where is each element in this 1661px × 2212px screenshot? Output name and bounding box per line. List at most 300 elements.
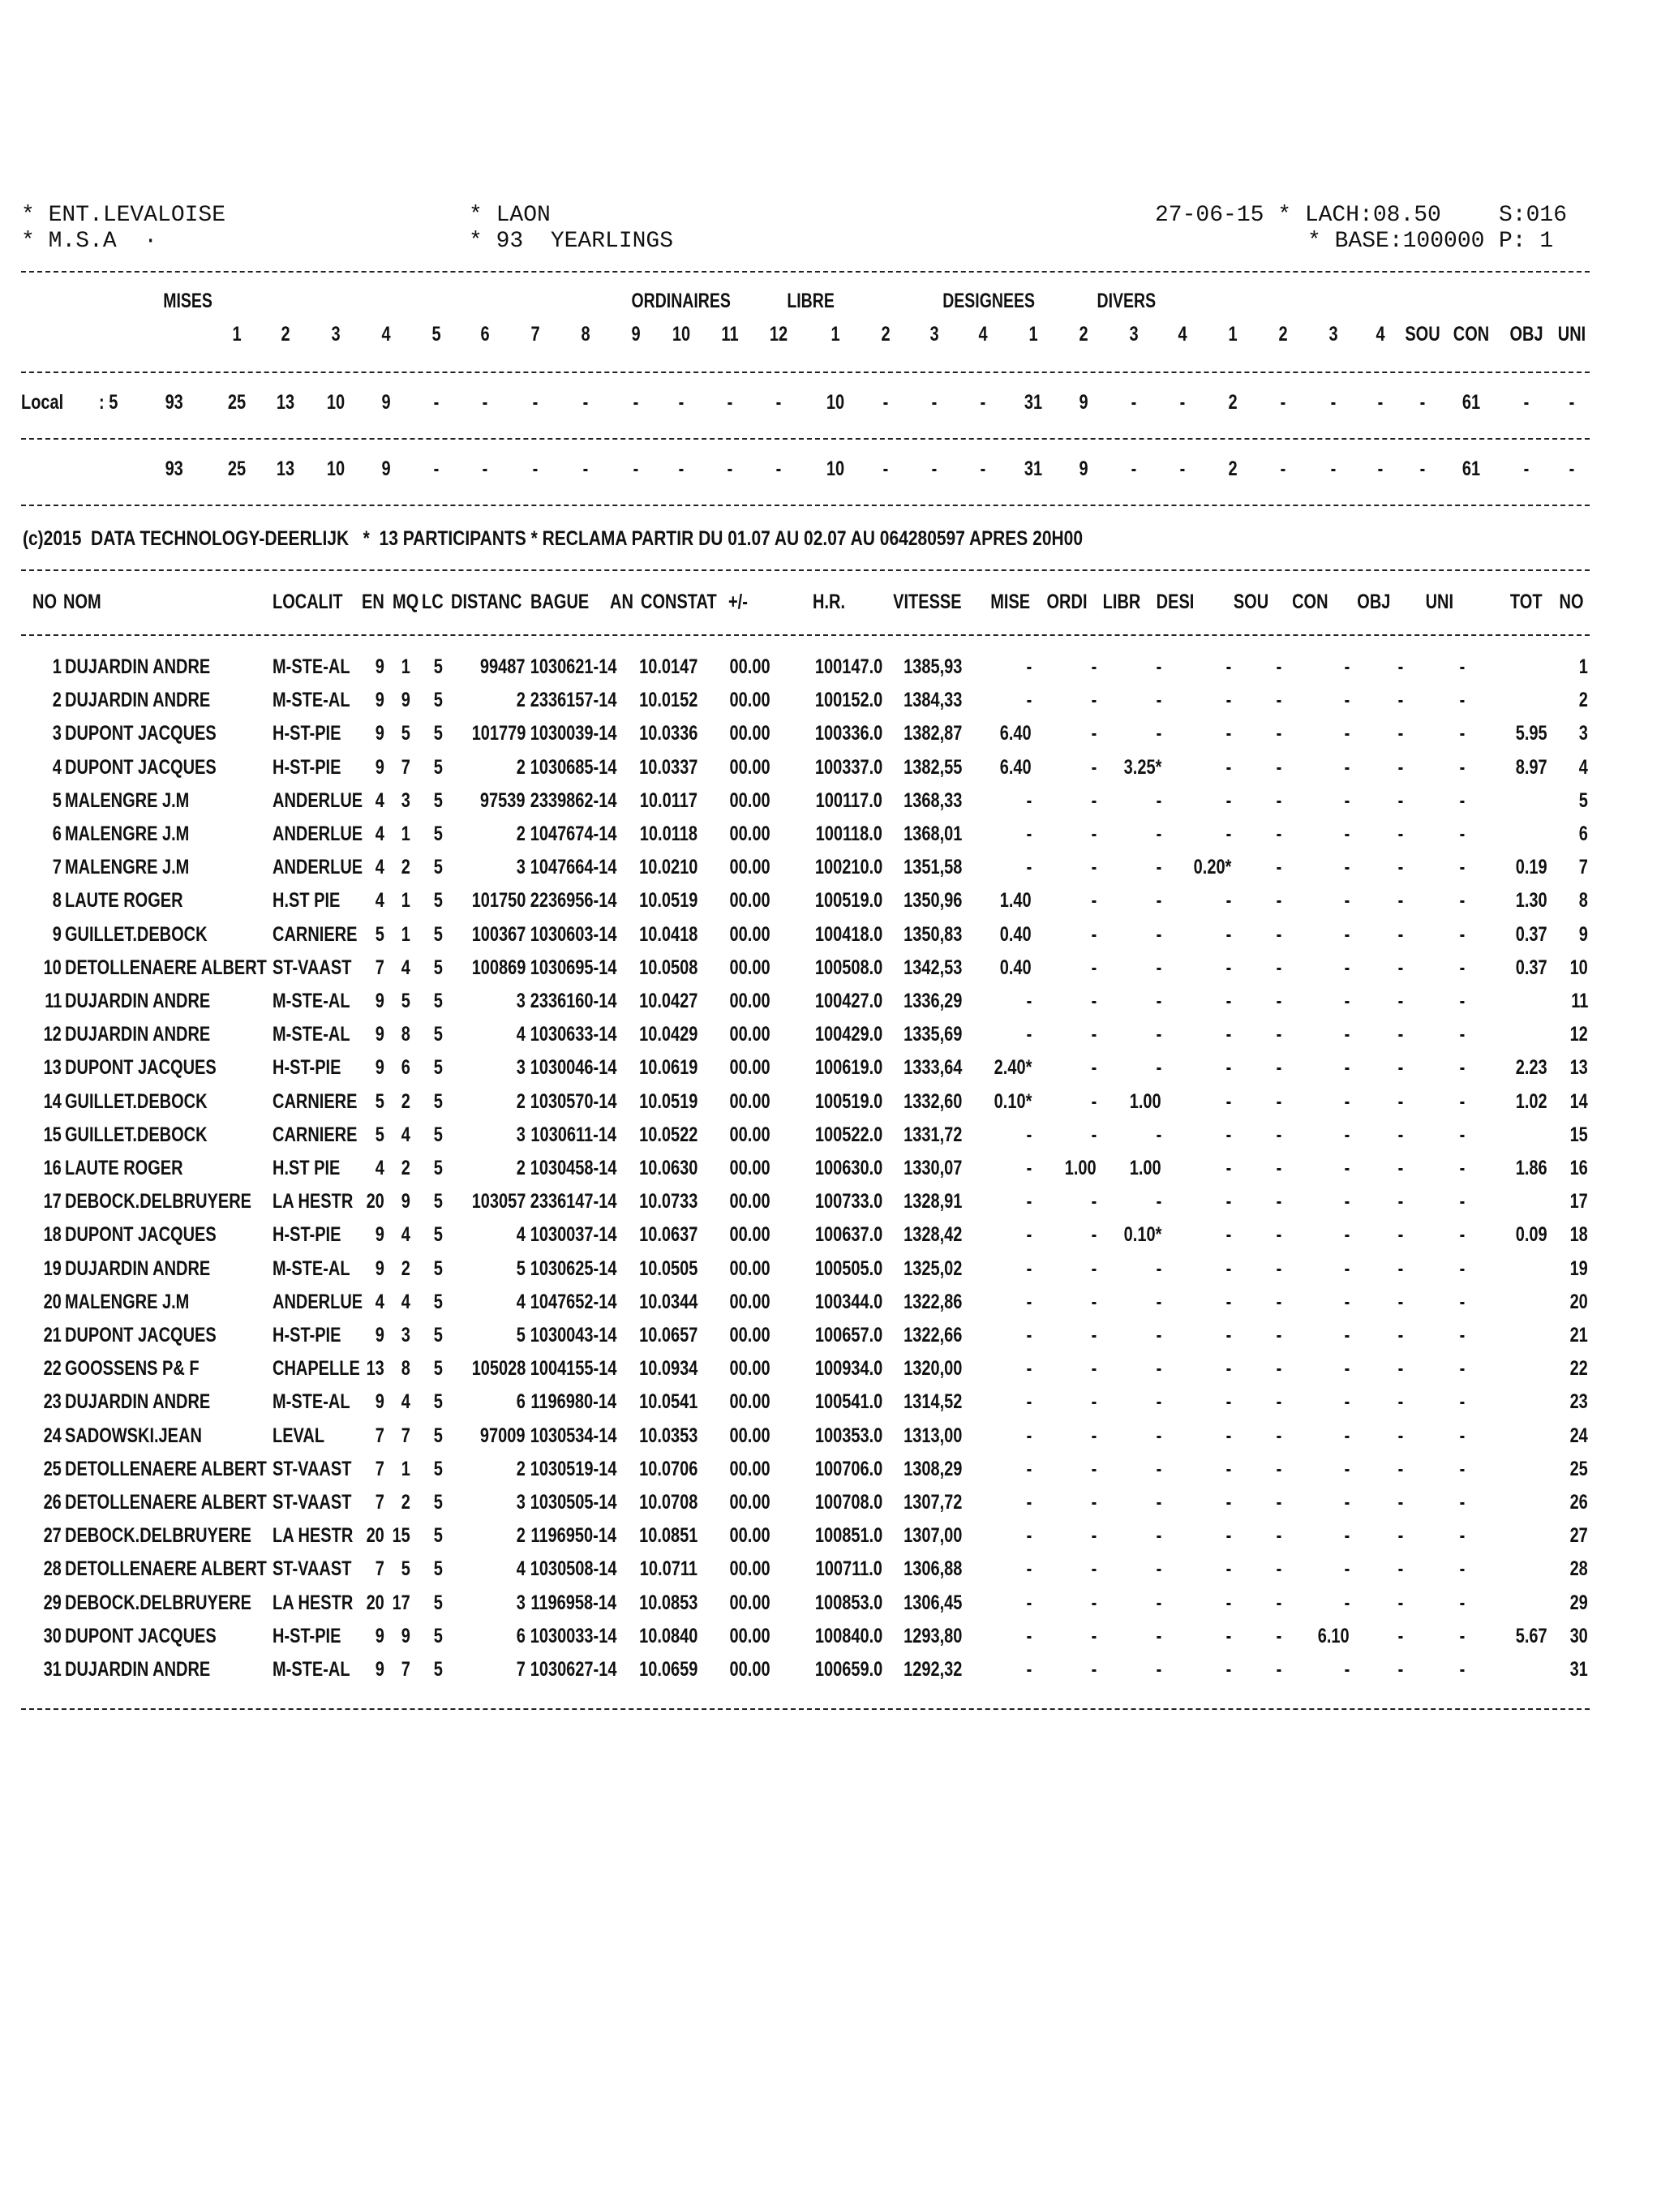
row-ordi: - bbox=[1091, 922, 1097, 946]
row-plus-minus: 00.00 bbox=[729, 1357, 770, 1381]
row-mise: - bbox=[1026, 1491, 1032, 1514]
row-plus-minus: 00.00 bbox=[729, 956, 770, 979]
row-constat: 10.0519 bbox=[638, 889, 697, 913]
group-label-divers: DIVERS bbox=[1097, 290, 1157, 312]
summary-local-value: 2 bbox=[1228, 391, 1238, 414]
row-name: LAUTE ROGER bbox=[65, 1157, 183, 1179]
column-header-en: EN bbox=[362, 591, 384, 613]
table-row bbox=[0, 1491, 1661, 1524]
table-row bbox=[0, 1257, 1661, 1291]
row-en: 7 bbox=[375, 1491, 384, 1514]
row-speed: 1306,88 bbox=[903, 1557, 962, 1581]
row-con: - bbox=[1344, 1157, 1350, 1179]
row-no-right: 17 bbox=[1569, 1190, 1588, 1213]
row-en: 7 bbox=[375, 1424, 384, 1447]
row-locality: ST-VAAST bbox=[273, 956, 352, 979]
row-locality: M-STE-AL bbox=[273, 990, 350, 1012]
row-mq: 5 bbox=[401, 722, 410, 745]
row-mise: 6.40 bbox=[1000, 722, 1032, 745]
row-obj: - bbox=[1397, 1624, 1403, 1647]
row-distance: 97009 bbox=[480, 1424, 526, 1447]
row-hr: 100711.0 bbox=[815, 1557, 882, 1581]
row-uni: - bbox=[1459, 689, 1465, 712]
row-constat: 10.0117 bbox=[639, 788, 697, 812]
row-no: 31 bbox=[43, 1658, 62, 1681]
row-no: 12 bbox=[43, 1023, 62, 1046]
row-name: DEBOCK.DELBRUYERE bbox=[65, 1190, 252, 1213]
row-band: 1047674-14 bbox=[530, 823, 616, 845]
row-no-right: 15 bbox=[1569, 1123, 1588, 1146]
row-no: 11 bbox=[44, 990, 62, 1012]
row-constat: 10.0706 bbox=[638, 1457, 697, 1480]
row-uni: - bbox=[1459, 856, 1465, 879]
row-no-right: 26 bbox=[1569, 1491, 1588, 1514]
row-mq: 4 bbox=[401, 1390, 410, 1414]
row-hr: 100619.0 bbox=[814, 1056, 882, 1080]
row-no-right: 12 bbox=[1569, 1023, 1588, 1046]
table-row bbox=[0, 823, 1661, 856]
row-no-right: 6 bbox=[1578, 823, 1588, 845]
row-speed: 1382,55 bbox=[903, 755, 962, 779]
row-en: 9 bbox=[375, 990, 384, 1012]
row-lc: 5 bbox=[433, 856, 443, 879]
row-ordi: - bbox=[1091, 1624, 1097, 1647]
row-plus-minus: 00.00 bbox=[729, 1424, 770, 1447]
row-desi: - bbox=[1225, 1457, 1231, 1480]
summary-total-value: - bbox=[1419, 457, 1426, 480]
summary-total-value: - bbox=[633, 457, 639, 480]
row-libr: - bbox=[1156, 1056, 1161, 1080]
row-name: GUILLET.DEBOCK bbox=[65, 1089, 208, 1113]
divider bbox=[21, 634, 1590, 636]
row-uni: - bbox=[1459, 1157, 1465, 1179]
row-speed: 1322,86 bbox=[903, 1290, 962, 1313]
row-obj: - bbox=[1397, 956, 1403, 979]
row-no-right: 30 bbox=[1569, 1624, 1588, 1647]
table-row bbox=[0, 722, 1661, 755]
table-row bbox=[0, 1458, 1661, 1491]
row-ordi: - bbox=[1091, 689, 1097, 712]
summary-total-value: - bbox=[727, 457, 733, 480]
row-name: MALENGRE J.M bbox=[65, 856, 190, 879]
row-obj: - bbox=[1397, 1023, 1403, 1046]
row-distance: 100367 bbox=[471, 922, 526, 946]
row-en: 9 bbox=[375, 1624, 384, 1647]
row-sou: - bbox=[1276, 1223, 1281, 1247]
row-libr: - bbox=[1156, 1424, 1161, 1447]
row-lc: 5 bbox=[433, 722, 443, 745]
row-distance: 4 bbox=[516, 1223, 526, 1247]
row-no: 22 bbox=[43, 1357, 62, 1381]
row-con: - bbox=[1344, 1056, 1350, 1080]
row-constat: 10.0840 bbox=[638, 1624, 697, 1647]
row-con: - bbox=[1344, 1390, 1350, 1414]
row-en: 9 bbox=[375, 1056, 384, 1080]
row-sou: - bbox=[1276, 1390, 1281, 1414]
column-header-distanc: DISTANC bbox=[451, 591, 522, 613]
summary-total-value: 10 bbox=[326, 457, 346, 480]
row-mq: 2 bbox=[401, 1157, 410, 1179]
row-constat: 10.0427 bbox=[638, 990, 697, 1012]
row-band: 1030627-14 bbox=[530, 1658, 616, 1681]
row-hr: 100706.0 bbox=[814, 1457, 882, 1480]
row-ordi: - bbox=[1091, 990, 1097, 1012]
row-no: 13 bbox=[43, 1056, 62, 1080]
row-band: 2336157-14 bbox=[530, 689, 616, 712]
row-mise: 2.40* bbox=[994, 1056, 1032, 1080]
row-mise: 0.40 bbox=[1000, 956, 1032, 979]
row-uni: - bbox=[1459, 655, 1465, 678]
row-uni: - bbox=[1459, 1491, 1465, 1514]
row-uni: - bbox=[1459, 1658, 1465, 1681]
row-en: 9 bbox=[375, 1658, 384, 1681]
row-desi: - bbox=[1225, 1023, 1231, 1046]
summary-local-count: : 5 bbox=[99, 391, 118, 414]
row-no-right: 20 bbox=[1569, 1290, 1588, 1313]
table-row bbox=[0, 756, 1661, 789]
row-name: GOOSSENS P& F bbox=[65, 1357, 200, 1381]
row-band: 1030508-14 bbox=[530, 1557, 616, 1581]
row-libr: - bbox=[1156, 722, 1161, 745]
column-header-mq: MQ bbox=[393, 591, 419, 613]
row-ordi: - bbox=[1091, 722, 1097, 745]
summary-local-value: 13 bbox=[276, 391, 295, 414]
row-uni: - bbox=[1459, 1056, 1465, 1080]
divider bbox=[21, 438, 1590, 440]
row-sou: - bbox=[1276, 655, 1281, 678]
row-speed: 1306,45 bbox=[903, 1591, 962, 1614]
row-locality: M-STE-AL bbox=[273, 1658, 350, 1681]
summary-local-value: - bbox=[980, 391, 986, 414]
row-mq: 2 bbox=[401, 1256, 410, 1280]
row-sou: - bbox=[1276, 856, 1281, 879]
column-header-bague: BAGUE bbox=[530, 591, 590, 613]
summary-total-value: - bbox=[1523, 457, 1530, 480]
row-plus-minus: 00.00 bbox=[729, 722, 770, 745]
row-band: 1030046-14 bbox=[530, 1056, 616, 1080]
row-en: 4 bbox=[375, 788, 384, 812]
row-distance: 6 bbox=[516, 1390, 526, 1414]
row-obj: - bbox=[1397, 1357, 1403, 1381]
row-constat: 10.0210 bbox=[638, 856, 697, 879]
table-row bbox=[0, 856, 1661, 889]
row-lc: 5 bbox=[433, 788, 443, 812]
summary-local-value: - bbox=[775, 391, 782, 414]
row-sou: - bbox=[1276, 1424, 1281, 1447]
table-row bbox=[0, 1557, 1661, 1591]
row-ordi: - bbox=[1091, 1023, 1097, 1046]
row-sou: - bbox=[1276, 990, 1281, 1012]
column-header-libr: LIBR bbox=[1102, 591, 1140, 613]
row-ordi: - bbox=[1091, 1424, 1097, 1447]
row-mq: 7 bbox=[401, 1658, 410, 1681]
row-en: 20 bbox=[366, 1190, 384, 1213]
row-libr: - bbox=[1156, 689, 1161, 712]
row-name: DETOLLENAERE ALBERT bbox=[65, 1491, 267, 1514]
row-mq: 2 bbox=[401, 1089, 410, 1113]
row-name: MALENGRE J.M bbox=[65, 823, 190, 845]
row-plus-minus: 00.00 bbox=[729, 1524, 770, 1548]
row-no-right: 1 bbox=[1578, 655, 1588, 678]
mises-col-21: 1 bbox=[1228, 323, 1238, 346]
row-libr: - bbox=[1156, 1390, 1161, 1414]
row-hr: 100152.0 bbox=[814, 689, 882, 712]
row-mise: - bbox=[1026, 1658, 1032, 1681]
mises-col-13: 1 bbox=[830, 323, 840, 346]
row-locality: ANDERLUE bbox=[273, 856, 363, 879]
row-lc: 5 bbox=[433, 990, 443, 1012]
mises-col-11: 11 bbox=[721, 323, 739, 346]
row-distance: 105028 bbox=[471, 1357, 526, 1381]
row-desi: - bbox=[1225, 922, 1231, 946]
row-obj: - bbox=[1397, 689, 1403, 712]
row-lc: 5 bbox=[433, 655, 443, 678]
row-hr: 100851.0 bbox=[814, 1524, 882, 1548]
row-locality: CARNIERE bbox=[273, 922, 358, 946]
row-constat: 10.0541 bbox=[638, 1390, 697, 1414]
row-tot: 0.09 bbox=[1516, 1223, 1547, 1247]
row-ordi: - bbox=[1091, 1223, 1097, 1247]
row-locality: H-ST-PIE bbox=[273, 755, 341, 779]
row-sou: - bbox=[1276, 1056, 1281, 1080]
row-con: - bbox=[1344, 1524, 1350, 1548]
row-no-right: 16 bbox=[1569, 1157, 1588, 1179]
column-header-no: NO bbox=[1559, 591, 1583, 613]
row-en: 4 bbox=[375, 889, 384, 913]
row-obj: - bbox=[1397, 1591, 1403, 1614]
row-no: 23 bbox=[43, 1390, 62, 1414]
row-distance: 100869 bbox=[471, 956, 526, 979]
column-header-con: CON bbox=[1292, 591, 1328, 613]
row-speed: 1293,80 bbox=[903, 1624, 962, 1647]
row-libr: - bbox=[1156, 1123, 1161, 1146]
row-sou: - bbox=[1276, 1157, 1281, 1179]
table-row bbox=[0, 1023, 1661, 1056]
row-hr: 100733.0 bbox=[814, 1190, 882, 1213]
row-distance: 101779 bbox=[471, 722, 526, 745]
mises-col-10: 10 bbox=[672, 323, 691, 346]
row-plus-minus: 00.00 bbox=[729, 1023, 770, 1046]
row-uni: - bbox=[1459, 1256, 1465, 1280]
row-mq: 4 bbox=[401, 1223, 410, 1247]
row-uni: - bbox=[1459, 1557, 1465, 1581]
row-hr: 100429.0 bbox=[814, 1023, 882, 1046]
row-con: - bbox=[1344, 1123, 1350, 1146]
table-row bbox=[0, 789, 1661, 823]
row-name: MALENGRE J.M bbox=[65, 1290, 190, 1313]
row-ordi: - bbox=[1091, 956, 1097, 979]
row-obj: - bbox=[1397, 1123, 1403, 1146]
row-constat: 10.0630 bbox=[638, 1157, 697, 1179]
row-lc: 5 bbox=[433, 755, 443, 779]
summary-total-value: 13 bbox=[276, 457, 295, 480]
row-hr: 100541.0 bbox=[814, 1390, 882, 1414]
row-mise: - bbox=[1026, 1324, 1032, 1347]
summary-local-value: - bbox=[532, 391, 539, 414]
row-speed: 1350,96 bbox=[903, 889, 962, 913]
row-ordi: - bbox=[1091, 1190, 1097, 1213]
row-constat: 10.0337 bbox=[638, 755, 697, 779]
row-band: 1030458-14 bbox=[530, 1157, 616, 1179]
mises-col-16: 4 bbox=[978, 323, 988, 346]
row-no-right: 4 bbox=[1578, 755, 1588, 779]
summary-local-value: - bbox=[882, 391, 889, 414]
row-band: 1030033-14 bbox=[530, 1624, 616, 1647]
row-name: GUILLET.DEBOCK bbox=[65, 1123, 208, 1146]
row-con: - bbox=[1344, 1223, 1350, 1247]
row-distance: 2 bbox=[516, 1157, 526, 1179]
row-constat: 10.0851 bbox=[638, 1524, 697, 1548]
summary-local-value: - bbox=[482, 391, 488, 414]
row-hr: 100210.0 bbox=[814, 856, 882, 879]
row-speed: 1314,52 bbox=[903, 1390, 962, 1414]
row-ordi: - bbox=[1091, 1089, 1097, 1113]
row-desi: - bbox=[1225, 1157, 1231, 1179]
summary-total-value: - bbox=[1330, 457, 1337, 480]
row-en: 9 bbox=[375, 655, 384, 678]
row-band: 1030695-14 bbox=[530, 956, 616, 979]
row-name: DUPONT JACQUES bbox=[65, 722, 217, 745]
row-speed: 1308,29 bbox=[903, 1457, 962, 1480]
row-no-right: 14 bbox=[1569, 1089, 1588, 1113]
row-uni: - bbox=[1459, 1324, 1465, 1347]
row-constat: 10.0522 bbox=[638, 1123, 697, 1146]
row-sou: - bbox=[1276, 722, 1281, 745]
row-lc: 5 bbox=[433, 1190, 443, 1213]
row-constat: 10.0429 bbox=[638, 1023, 697, 1046]
row-plus-minus: 00.00 bbox=[729, 1390, 770, 1414]
row-mq: 15 bbox=[392, 1524, 410, 1548]
row-uni: - bbox=[1459, 1023, 1465, 1046]
row-lc: 5 bbox=[433, 1390, 443, 1414]
mises-col-27: OBJ bbox=[1509, 323, 1543, 346]
row-mq: 7 bbox=[401, 1424, 410, 1447]
row-en: 20 bbox=[366, 1591, 384, 1614]
row-distance: 3 bbox=[516, 1056, 526, 1080]
row-speed: 1333,64 bbox=[903, 1056, 962, 1080]
row-mise: - bbox=[1026, 1223, 1032, 1247]
row-en: 7 bbox=[375, 956, 384, 979]
table-row bbox=[0, 1524, 1661, 1557]
table-row bbox=[0, 1190, 1661, 1223]
row-speed: 1342,53 bbox=[903, 956, 962, 979]
row-lc: 5 bbox=[433, 1357, 443, 1381]
row-lc: 5 bbox=[433, 1424, 443, 1447]
row-mise: - bbox=[1026, 788, 1032, 812]
row-tot: 1.02 bbox=[1516, 1089, 1547, 1113]
row-lc: 5 bbox=[433, 1624, 443, 1647]
row-plus-minus: 00.00 bbox=[729, 823, 770, 845]
row-libr: 0.10* bbox=[1123, 1223, 1161, 1247]
row-band: 1030039-14 bbox=[530, 722, 616, 745]
row-distance: 4 bbox=[516, 1290, 526, 1313]
row-mise: - bbox=[1026, 1557, 1032, 1581]
row-plus-minus: 00.00 bbox=[729, 1157, 770, 1179]
row-desi: - bbox=[1225, 1123, 1231, 1146]
row-no-right: 10 bbox=[1569, 956, 1588, 979]
row-obj: - bbox=[1397, 1290, 1403, 1313]
row-hr: 100418.0 bbox=[814, 922, 882, 946]
row-locality: CHAPELLE bbox=[273, 1357, 360, 1381]
row-band: 1030505-14 bbox=[530, 1491, 616, 1514]
race-category: * 93 YEARLINGS bbox=[469, 229, 674, 254]
row-hr: 100708.0 bbox=[814, 1491, 882, 1514]
row-hr: 100117.0 bbox=[815, 788, 882, 812]
row-ordi: - bbox=[1091, 1491, 1097, 1514]
row-desi: - bbox=[1225, 1256, 1231, 1280]
row-con: - bbox=[1344, 990, 1350, 1012]
row-desi: - bbox=[1225, 689, 1231, 712]
row-lc: 5 bbox=[433, 1524, 443, 1548]
row-distance: 2 bbox=[516, 689, 526, 712]
row-speed: 1292,32 bbox=[903, 1658, 962, 1681]
summary-total-value: - bbox=[678, 457, 685, 480]
row-libr: - bbox=[1156, 1457, 1161, 1480]
row-ordi: - bbox=[1091, 1056, 1097, 1080]
row-constat: 10.0619 bbox=[638, 1056, 697, 1080]
row-locality: H-ST-PIE bbox=[273, 1324, 341, 1347]
summary-total-value: - bbox=[1179, 457, 1186, 480]
row-con: - bbox=[1344, 956, 1350, 979]
table-row bbox=[0, 1291, 1661, 1324]
row-uni: - bbox=[1459, 1223, 1465, 1247]
row-locality: H-ST-PIE bbox=[273, 1223, 341, 1247]
column-header-h-r-: H.R. bbox=[813, 591, 845, 613]
row-speed: 1328,91 bbox=[903, 1190, 962, 1213]
row-lc: 5 bbox=[433, 1658, 443, 1681]
row-libr: - bbox=[1156, 1256, 1161, 1280]
row-lc: 5 bbox=[433, 1123, 443, 1146]
row-con: - bbox=[1344, 1591, 1350, 1614]
summary-local-value: 61 bbox=[1461, 391, 1481, 414]
row-no-right: 19 bbox=[1569, 1256, 1588, 1280]
row-no-right: 18 bbox=[1569, 1223, 1588, 1247]
column-header-localit: LOCALIT bbox=[273, 591, 343, 613]
row-obj: - bbox=[1397, 1256, 1403, 1280]
row-uni: - bbox=[1459, 1190, 1465, 1213]
row-libr: - bbox=[1156, 1524, 1161, 1548]
row-hr: 100519.0 bbox=[814, 889, 882, 913]
row-locality: M-STE-AL bbox=[273, 689, 350, 712]
row-no: 1 bbox=[52, 655, 62, 678]
row-desi: 0.20* bbox=[1193, 856, 1231, 879]
row-obj: - bbox=[1397, 889, 1403, 913]
row-mq: 9 bbox=[401, 689, 410, 712]
row-plus-minus: 00.00 bbox=[729, 788, 770, 812]
row-speed: 1335,69 bbox=[903, 1023, 962, 1046]
row-locality: ANDERLUE bbox=[273, 823, 363, 845]
row-lc: 5 bbox=[433, 1256, 443, 1280]
row-hr: 100353.0 bbox=[814, 1424, 882, 1447]
row-speed: 1307,72 bbox=[903, 1491, 962, 1514]
row-locality: LEVAL bbox=[273, 1424, 325, 1447]
row-lc: 5 bbox=[433, 1324, 443, 1347]
table-row bbox=[0, 923, 1661, 956]
mises-col-26: CON bbox=[1453, 323, 1490, 346]
mises-col-7: 7 bbox=[530, 323, 540, 346]
row-speed: 1368,33 bbox=[903, 788, 962, 812]
row-plus-minus: 00.00 bbox=[729, 922, 770, 946]
row-distance: 3 bbox=[516, 1123, 526, 1146]
summary-total-value: - bbox=[882, 457, 889, 480]
mises-col-2: 2 bbox=[281, 323, 290, 346]
race-date-release: 27-06-15 * LACH:08.50 bbox=[1155, 203, 1441, 228]
row-mise: - bbox=[1026, 689, 1032, 712]
row-locality: LA HESTR bbox=[273, 1591, 354, 1614]
row-plus-minus: 00.00 bbox=[729, 655, 770, 678]
row-name: DUJARDIN ANDRE bbox=[65, 1023, 211, 1046]
row-en: 4 bbox=[375, 856, 384, 879]
